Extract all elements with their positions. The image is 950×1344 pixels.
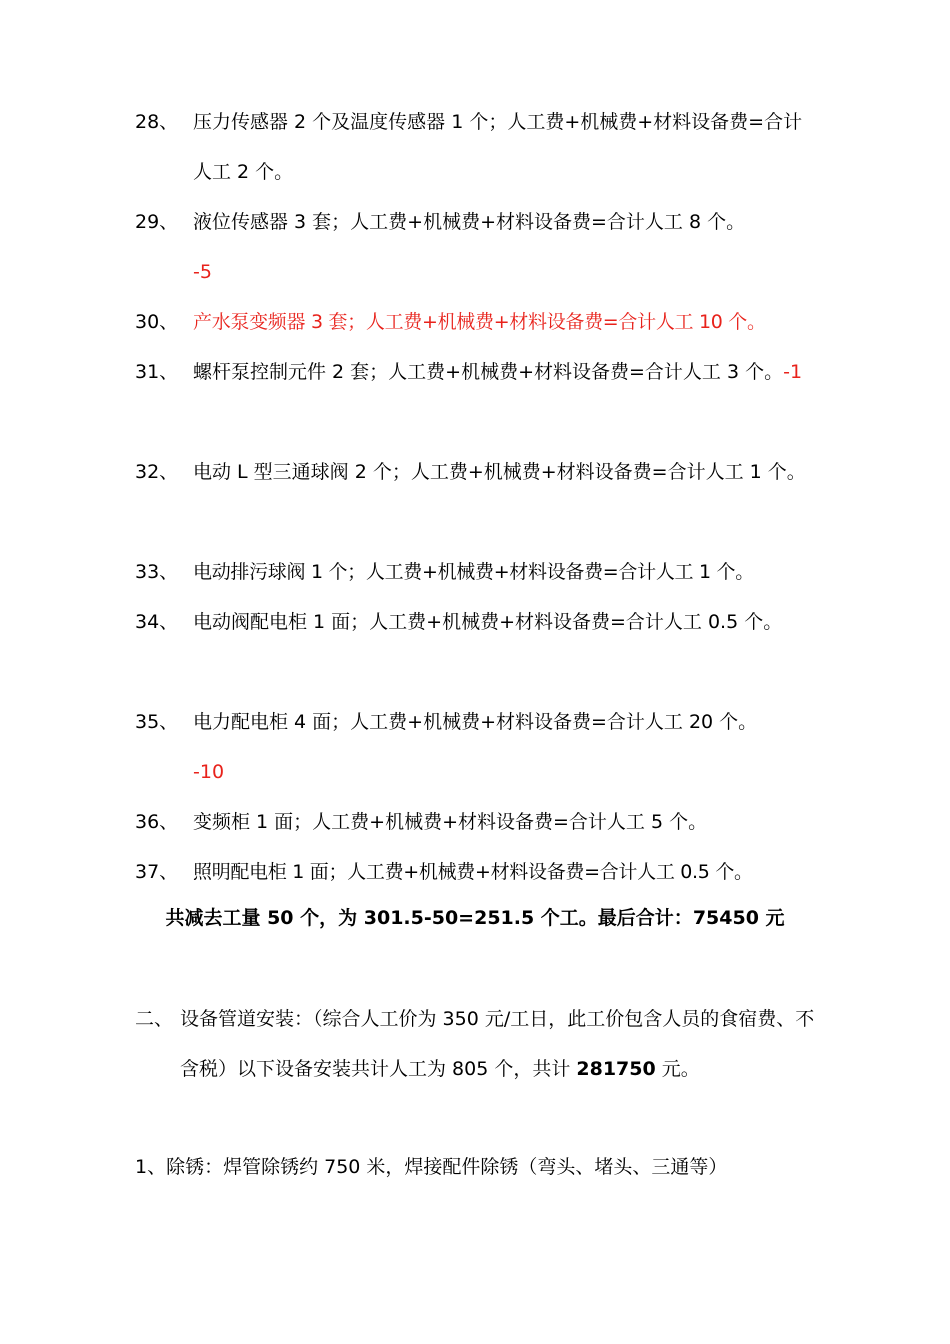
item-deduction-note: -5 [193,261,212,283]
item-text-body: 螺杆泵控制元件 2 套；人工费+机械费+材料设备费=合计人工 3 个。 [193,361,784,383]
item-text-body: 变频柜 1 面；人工费+机械费+材料设备费=合计人工 5 个。 [193,811,708,833]
item-text [193,197,818,297]
item-number: 29、 [135,211,179,233]
section-text-tail: 元。 [655,1058,700,1080]
item-text-body: 照明配电柜 1 面；人工费+机械费+材料设备费=合计人工 0.5 个。 [193,861,753,883]
item-text [193,597,818,647]
item-number: 34、 [135,611,179,633]
item-text [193,797,818,847]
item-text [193,547,818,597]
item-text-body: 产水泵变频器 3 套；人工费+机械费+材料设备费=合计人工 10 个。 [193,311,766,333]
item-text-body: 液位传感器 3 套；人工费+机械费+材料设备费=合计人工 8 个。 [193,211,746,233]
item-number: 30、 [135,311,179,333]
item-number: 28、 [135,111,179,133]
summary-line: 共减去工量 50 个，为 301.5-50=251.5 个工。最后合计：75450 元 [165,907,785,929]
item-text-body: 电动排污球阀 1 个；人工费+机械费+材料设备费=合计人工 1 个。 [193,561,754,583]
item-text [193,847,818,897]
item-text-body: 电动 L 型三通球阀 2 个；人工费+机械费+材料设备费=合计人工 1 个。 [193,461,806,483]
item-text [193,97,818,197]
item-text-body: 压力传感器 2 个及温度传感器 1 个；人工费+机械费+材料设备费=合计人工 2 个。 [193,111,803,183]
section-amount: 281750 [576,1058,656,1080]
item-number: 31、 [135,361,179,383]
section-number: 二、 [135,1008,174,1030]
item-number: 36、 [135,811,179,833]
item-text-body: 电动阀配电柜 1 面；人工费+机械费+材料设备费=合计人工 0.5 个。 [193,611,783,633]
item-deduction-note: -10 [193,761,225,783]
item-number: 33、 [135,561,179,583]
section-text-body: 设备管道安装：（综合人工价为 350 元/工日，此工价包含人员的食宿费、不含税）以下设备安装共计人工为 805 个，共计 [180,1008,815,1080]
item-text [193,447,818,497]
item-number: 32、 [135,461,179,483]
item-text-body: 电力配电柜 4 面；人工费+机械费+材料设备费=合计人工 20 个。 [193,711,758,733]
item-text-highlighted [193,297,818,347]
item-text [193,347,818,397]
section-text [180,994,820,1094]
item-number: 35、 [135,711,179,733]
item-text [193,697,818,797]
item-number: 37、 [135,861,179,883]
subsection-item-1: 1、除锈：焊管除锈约 750 米，焊接配件除锈（弯头、堵头、三通等） [135,1156,728,1178]
item-deduction-note: -1 [783,361,803,383]
